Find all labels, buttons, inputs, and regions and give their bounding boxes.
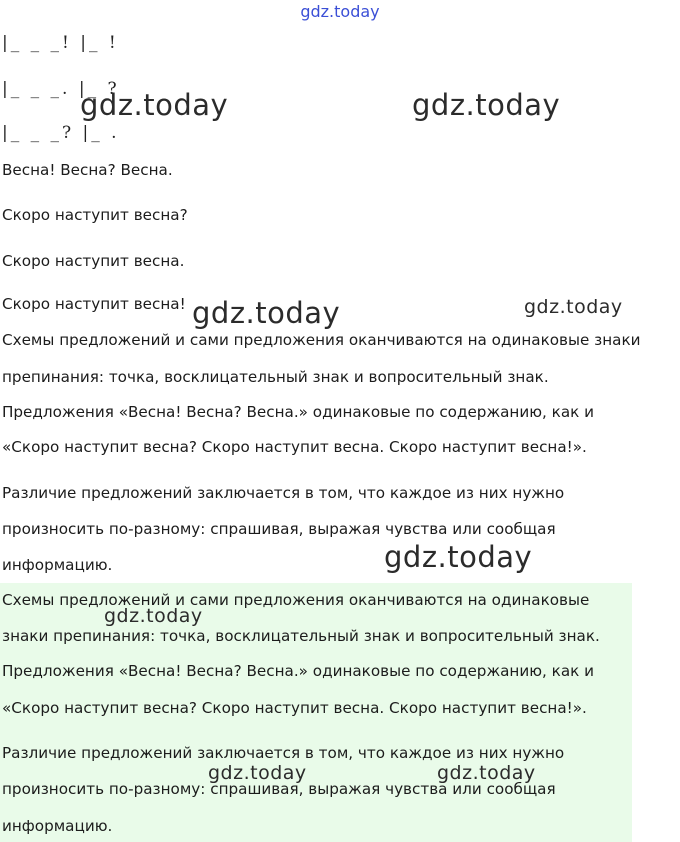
site-link[interactable]: gdz.today [300,2,380,21]
answer-line-5: Различие предложений заключается в том, что каждое из них нужно [2,744,565,762]
explanation-line-3: Предложения «Весна! Весна? Весна.» одинаковые по содержанию, как и [2,403,595,421]
watermark: gdz.today [80,88,229,122]
answer-line-2: знаки препинания: точка, восклицательный знак и вопросительный знак. [2,627,600,645]
watermark: gdz.today [208,762,307,784]
explanation-line-1: Схемы предложений и сами предложения оканчиваются на одинаковые знаки [2,331,641,349]
explanation-line-2: препинания: точка, восклицательный знак и вопросительный знак. [2,368,549,386]
answer-line-6: произносить по-разному: спрашивая, выражая чувства или сообщая [2,780,556,798]
explanation-line-4: «Скоро наступит весна? Скоро наступит весна. Скоро наступит весна!». [2,438,587,456]
example-sentence-2: Скоро наступит весна? [2,206,188,224]
answer-line-1: Схемы предложений и сами предложения оканчиваются на одинаковые [2,591,590,609]
answer-line-7: информацию. [2,817,113,835]
sentence-scheme-2: |_ _ _. |_ ? [2,79,120,99]
sentence-scheme-3: |_ _ _? |_ . [2,123,120,143]
watermark: gdz.today [192,296,341,330]
explanation-line-6: произносить по-разному: спрашивая, выражая чувства или сообщая [2,520,556,538]
example-sentence-3: Скоро наступит весна. [2,252,185,270]
watermark: gdz.today [412,88,561,122]
watermark: gdz.today [437,762,536,784]
answer-line-4: «Скоро наступит весна? Скоро наступит весна. Скоро наступит весна!». [2,699,587,717]
explanation-line-5: Различие предложений заключается в том, что каждое из них нужно [2,484,565,502]
watermark: gdz.today [384,540,533,574]
answer-line-3: Предложения «Весна! Весна? Весна.» одинаковые по содержанию, как и [2,662,595,680]
explanation-line-7: информацию. [2,556,113,574]
example-sentence-4: Скоро наступит весна! [2,295,186,313]
watermark: gdz.today [104,605,203,627]
example-sentence-1: Весна! Весна? Весна. [2,161,173,179]
watermark: gdz.today [524,296,623,318]
sentence-scheme-1: |_ _ _! |_ ! [2,33,119,53]
